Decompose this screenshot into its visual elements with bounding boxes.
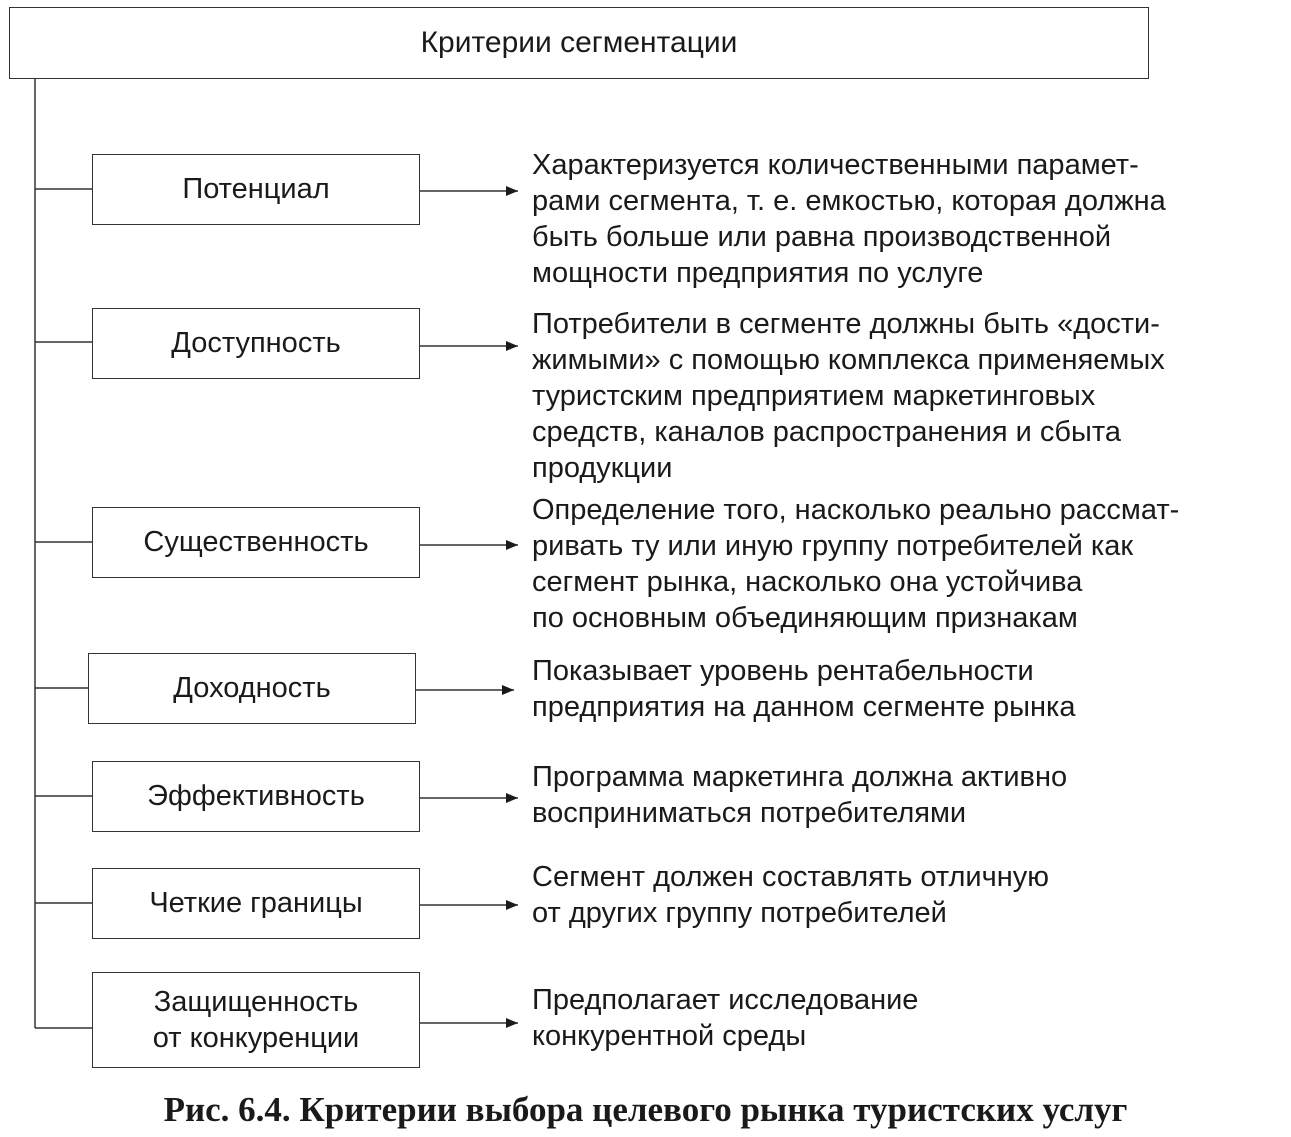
criterion-label: Существенность [143,526,369,559]
criterion-label: Четкие границы [149,887,363,920]
criterion-box-competition-protection [92,972,420,1068]
criterion-description: Предполагает исследование конкурентной среды [532,984,919,1052]
criterion-description: Показывает уровень рентабельности предприятия на данном сегменте рынка [532,655,1076,723]
criterion-box-profitability [88,653,416,724]
criterion-description: Определение того, насколько реально рассмат- ривать ту или иную группу потребителей как сегмент рынка, насколько она устойчива по основным объединяющим признакам [532,494,1180,634]
criterion-label: Защищенность от конкуренции [152,985,360,1054]
figure-caption: Рис. 6.4. Критерии выбора целевого рынка туристских услуг [163,1090,1128,1129]
criterion-label: Потенциал [182,173,330,206]
criterion-label: Доступность [171,327,341,360]
criterion-box-efficiency [92,761,420,832]
root-label: Критерии сегментации [420,26,738,59]
criterion-box-accessibility [92,308,420,379]
criterion-description: Сегмент должен составлять отличную от других группу потребителей [532,861,1049,929]
criterion-box-significance [92,507,420,578]
criterion-description: Потребители в сегменте должны быть «дости- жимыми» с помощью комплекса применяемых туристским предприятием маркетинговых средств, каналов распространения и сбыта продукции [532,308,1165,484]
criterion-label: Эффективность [147,780,365,813]
root-box [9,7,1149,79]
criterion-box-clear-boundaries [92,868,420,939]
criterion-box-potential [92,154,420,225]
criterion-label: Доходность [173,672,331,705]
criterion-description: Характеризуется количественными парамет- рами сегмента, т. е. емкостью, которая должна быть больше или равна производственной мощности предприятия по услуге [532,149,1166,289]
criterion-description: Программа маркетинга должна активно восприниматься потребителями [532,761,1068,829]
